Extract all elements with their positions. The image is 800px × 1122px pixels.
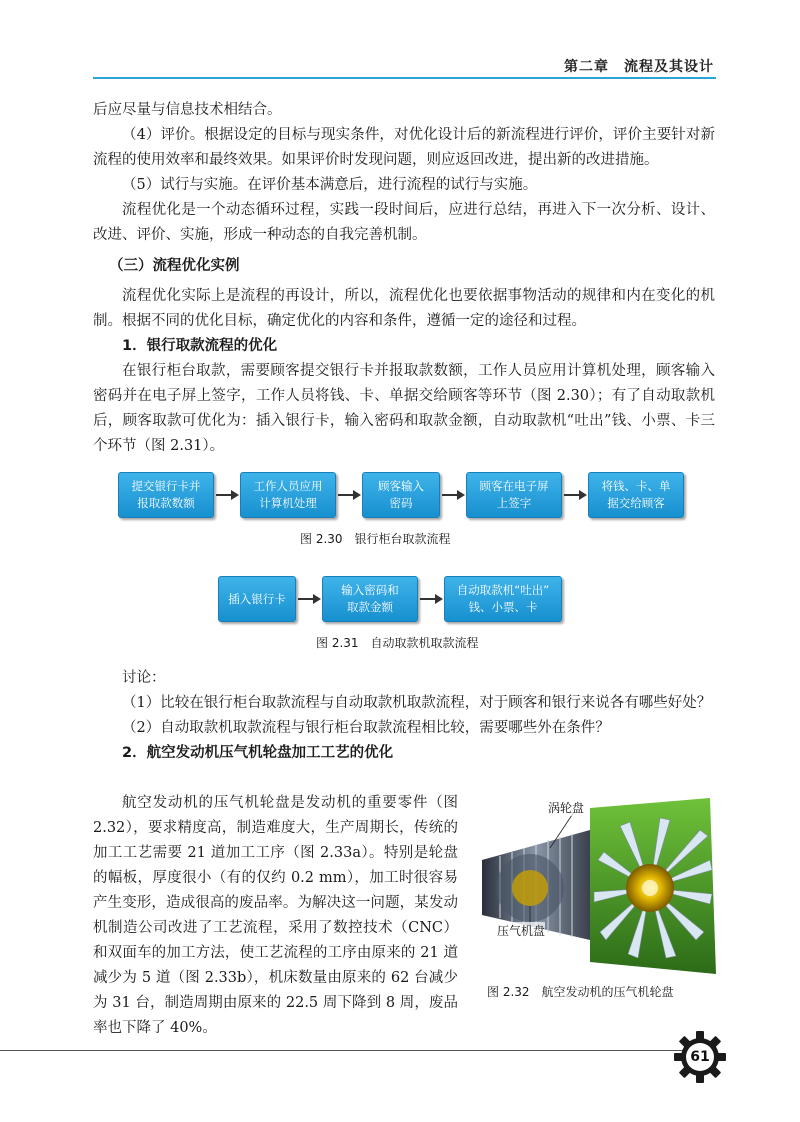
text-block-top [93, 98, 715, 459]
paragraph-cycle: 流程优化是一个动态循环过程，实践一段时间后，应进行总结，再进入下一次分析、设计、改进、评价、实施，形成一种动态的自我完善机制。 [93, 202, 715, 243]
paragraph-evaluation: （4）评价。根据设定的目标与现实条件，对优化设计后的新流程进行评价，评价主要针对新流程的使用效率和最终效果。如果评价时发现问题，则应返回改进，提出新的改进措施。 [93, 127, 715, 168]
arrow-icon [440, 489, 466, 501]
jet-engine-illustration [470, 790, 720, 980]
arrow-icon [562, 489, 588, 501]
flowchart-atm [218, 576, 562, 622]
text-block-discussion [93, 666, 715, 766]
flow-step-enter-password: 顾客输入 密码 [362, 472, 440, 518]
paragraph-engine: 航空发动机的压气机轮盘是发动机的重要零件（图 2.32），要求精度高，制造难度大，生产周期长，传统的加工工艺需要 21 道加工工序（图 2.33a）。特别是轮盘的幅板，厚度很小（有的仅约 0.2 mm），加工时很容易产生变形，造成很高的废品率。为解决这一问题，某发动机制造公司改进了工艺流程，采用了数控技术（CNC）和双面车的加工方法，使工艺流程的工序由原来的 21 道减少为 5 道（图 2.33b），机床数量由原来的 62 台减少为 31 台，制造周期由原来的 22.5 周下降到 8 周，废品率也下降了 40%。 [93, 795, 458, 1036]
caption-fig-2-30: 图 2.30 银行柜台取款流程 [300, 532, 451, 546]
arrow-icon [296, 593, 322, 605]
flow-step-atm-dispense: 自动取款机“吐出” 钱、小票、卡 [444, 576, 562, 622]
label-compressor-disk: 压气机盘 [497, 924, 546, 938]
discussion-label: 讨论： [122, 670, 166, 686]
paragraph-redesign: 流程优化实际上是流程的再设计，所以，流程优化也要依据事物活动的规律和内在变化的机制。根据不同的优化目标，确定优化的内容和条件，遵循一定的途径和过程。 [93, 288, 715, 329]
caption-fig-2-31: 图 2.31 自动取款机取款流程 [316, 636, 479, 650]
arrow-icon [418, 593, 444, 605]
flowchart-bank-counter [118, 472, 684, 518]
paragraph-bank: 在银行柜台取款，需要顾客提交银行卡并报取款数额，工作人员应用计算机处理，顾客输入密码并在电子屏上签字，工作人员将钱、卡、单据交给顾客等环节（图 2.30）；有了自动取款机后，顾客取款可优化为：插入银行卡，输入密码和取款金额，自动取款机“吐出”钱、小票、卡三个环节（图 2.31）。 [93, 363, 715, 454]
header-rule [93, 77, 716, 79]
flow-step-submit-card: 提交银行卡并 报取款数额 [118, 472, 214, 518]
subheading-bank: 1．银行取款流程的优化 [122, 338, 278, 354]
page-number: 61 [690, 1049, 710, 1065]
paragraph-trial: （5）试行与实施。在评价基本满意后，进行流程的试行与实施。 [122, 177, 538, 193]
footer-rule [0, 1050, 690, 1051]
discussion-question-1: （1）比较在银行柜台取款流程与自动取款机取款流程，对于顾客和银行来说各有哪些好处？ [122, 695, 712, 711]
arrow-icon [214, 489, 240, 501]
section-heading-examples: （三）流程优化实例 [109, 258, 240, 274]
flow-step-insert-card: 插入银行卡 [218, 576, 296, 622]
caption-fig-2-32: 图 2.32 航空发动机的压气机轮盘 [487, 985, 674, 999]
discussion-question-2: （2）自动取款机取款流程与银行柜台取款流程相比较，需要哪些外在条件？ [122, 720, 610, 736]
paragraph-1: 后应尽量与信息技术相结合。 [93, 102, 282, 118]
arrow-icon [336, 489, 362, 501]
flow-step-enter-amount: 输入密码和 取款金额 [322, 576, 418, 622]
flow-step-sign-screen: 顾客在电子屏 上签字 [466, 472, 562, 518]
flow-step-staff-process: 工作人员应用 计算机处理 [240, 472, 336, 518]
chapter-header: 第二章 流程及其设计 [564, 59, 714, 75]
subheading-engine: 2．航空发动机压气机轮盘加工工艺的优化 [122, 745, 394, 761]
label-turbine-disk: 涡轮盘 [548, 801, 585, 815]
text-block-engine [93, 791, 458, 1041]
flow-step-hand-over: 将钱、卡、单 据交给顾客 [588, 472, 684, 518]
